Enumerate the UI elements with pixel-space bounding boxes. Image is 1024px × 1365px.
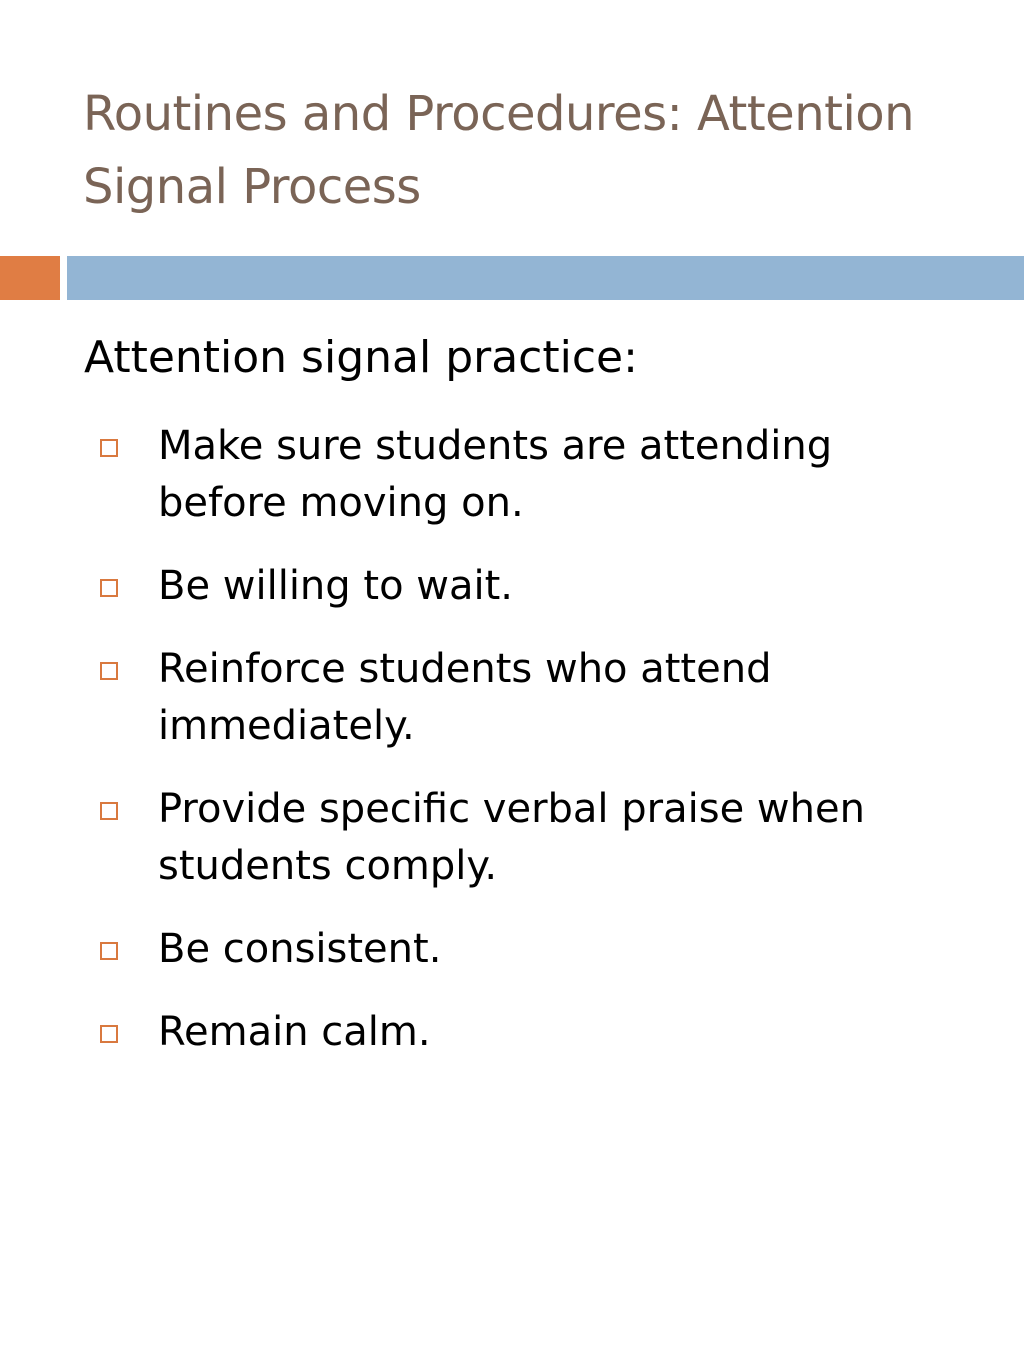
section-heading: Attention signal practice:: [84, 332, 638, 383]
list-item: [100, 418, 960, 532]
bullet-text: Make sure students are attending before moving on.: [158, 423, 833, 526]
bullet-list: [100, 418, 960, 1087]
hollow-square-icon: [100, 802, 118, 820]
list-item: [100, 641, 960, 755]
hollow-square-icon: [100, 942, 118, 960]
hollow-square-icon: [100, 662, 118, 680]
list-item: [100, 558, 960, 615]
accent-bar: [0, 256, 60, 300]
hollow-square-icon: [100, 579, 118, 597]
title-divider-bar: [67, 256, 1024, 300]
list-item: [100, 1004, 960, 1061]
bullet-text: Provide specific verbal praise when students comply.: [158, 786, 865, 889]
list-item: [100, 781, 960, 895]
bullet-text: Be willing to wait.: [158, 563, 513, 609]
list-item: [100, 921, 960, 978]
slide-title: Routines and Procedures: Attention Signal Process: [83, 86, 915, 215]
bullet-text: Remain calm.: [158, 1009, 431, 1055]
hollow-square-icon: [100, 1025, 118, 1043]
bullet-text: Be consistent.: [158, 926, 442, 972]
bullet-text: Reinforce students who attend immediately.: [158, 646, 772, 749]
hollow-square-icon: [100, 439, 118, 457]
